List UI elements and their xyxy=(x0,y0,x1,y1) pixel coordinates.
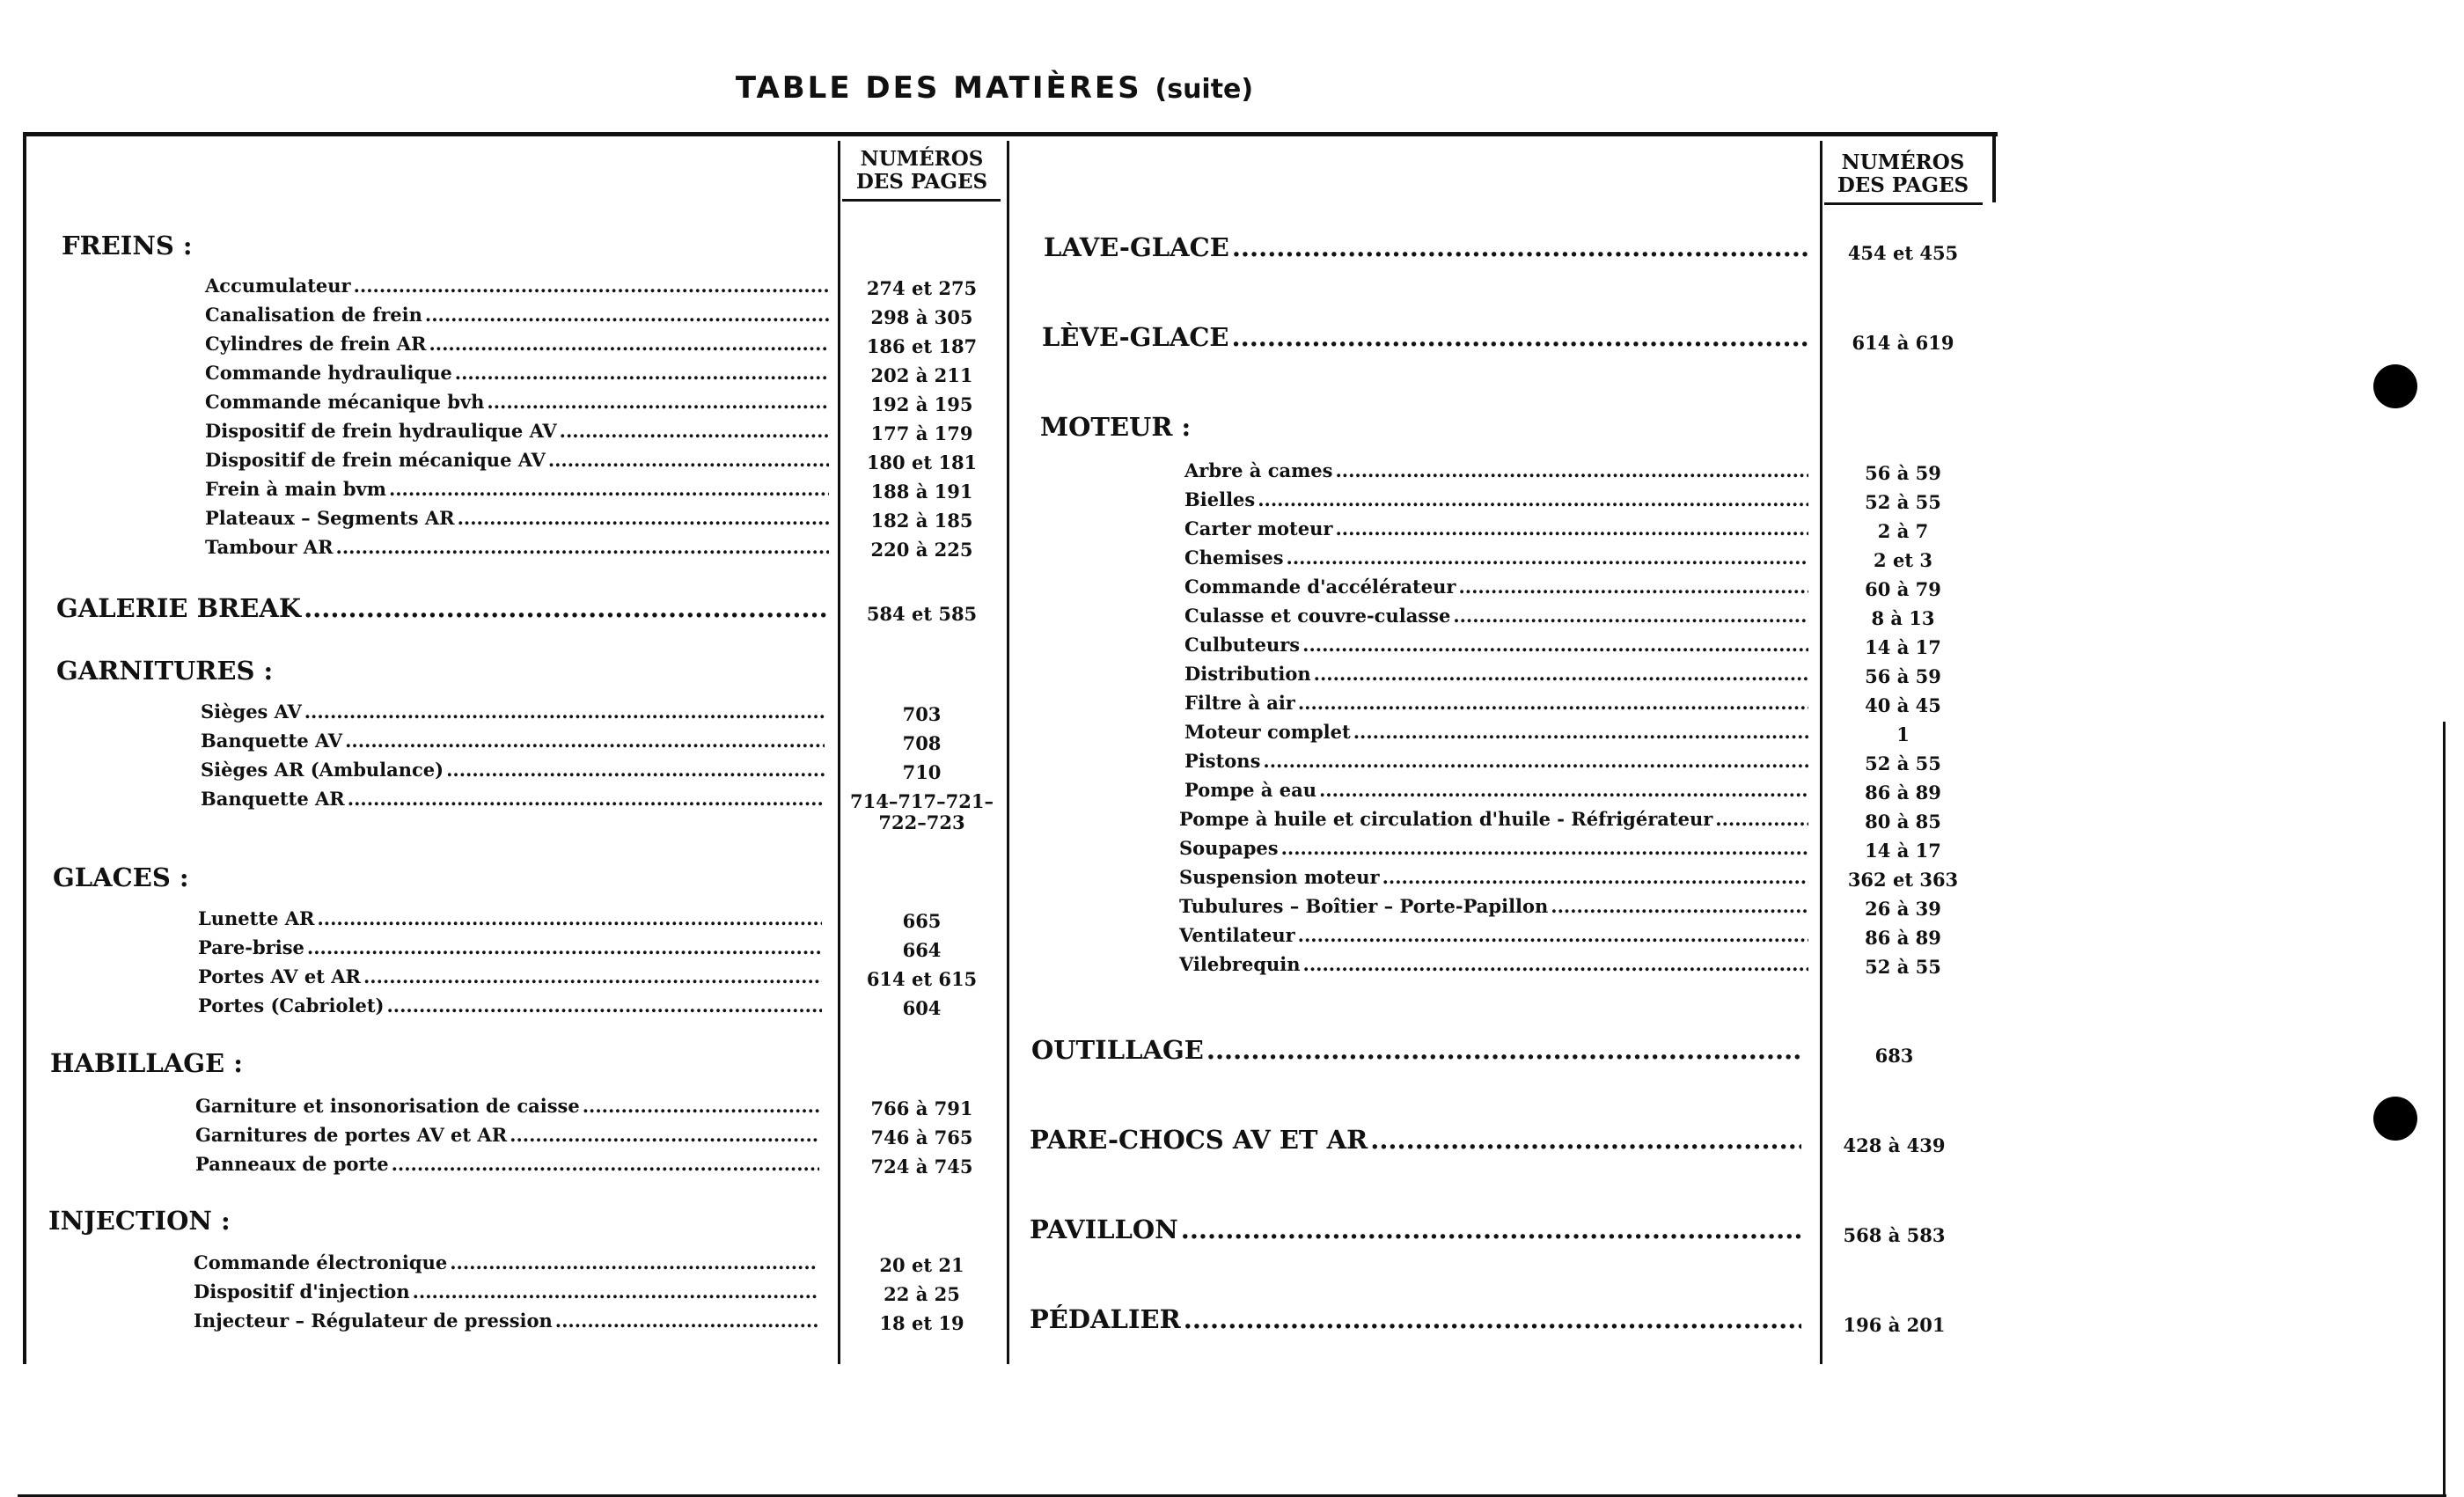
page-number: 2 à 7 xyxy=(1877,520,1929,542)
toc-entry xyxy=(1184,692,1811,714)
left-column-header xyxy=(840,148,1003,194)
column-header-line2: DES PAGES xyxy=(855,170,988,194)
entry-label: Cylindres de frein AR xyxy=(205,333,427,355)
entry-label: Pompe à eau xyxy=(1184,779,1316,801)
dot-leader xyxy=(304,593,829,623)
toc-entry xyxy=(1184,459,1811,481)
toc-entry-pedalier xyxy=(1030,1304,1804,1334)
page-number: 298 à 305 xyxy=(870,306,973,328)
page-number: 18 et 19 xyxy=(879,1312,964,1334)
toc-entry xyxy=(1179,866,1811,888)
dot-leader xyxy=(1319,779,1808,801)
dot-leader xyxy=(1258,488,1808,510)
dot-leader xyxy=(1263,750,1808,772)
dot-leader xyxy=(583,1095,819,1117)
dot-leader xyxy=(1370,1125,1801,1155)
toc-entry xyxy=(1184,517,1811,539)
dot-leader xyxy=(425,304,829,326)
dot-leader xyxy=(1336,459,1809,481)
toc-entry xyxy=(205,304,832,326)
entry-label: Culasse et couvre-culasse xyxy=(1184,605,1451,627)
toc-entry-outillage xyxy=(1031,1035,1804,1065)
toc-entry xyxy=(195,1153,822,1175)
entry-label: LÈVE-GLACE xyxy=(1042,322,1229,352)
entry-label: PAVILLON xyxy=(1030,1214,1178,1244)
page-title xyxy=(0,70,1989,106)
entry-label: Portes AV et AR xyxy=(198,965,361,987)
toc-entry-galerie-break xyxy=(56,593,832,623)
frame-right-border xyxy=(1992,132,1996,202)
entry-label: Distribution xyxy=(1184,663,1311,685)
page-number: 177 à 179 xyxy=(870,422,973,444)
left-header-underline xyxy=(842,199,1001,202)
dot-leader xyxy=(1303,953,1808,975)
page-number: 22 à 25 xyxy=(884,1283,960,1305)
dot-leader xyxy=(1458,576,1808,598)
toc-entry xyxy=(198,965,825,987)
page-number: 188 à 191 xyxy=(870,481,973,503)
page-number: 20 et 21 xyxy=(879,1254,964,1276)
entry-label: Accumulateur xyxy=(205,275,351,297)
dot-leader xyxy=(555,1310,818,1332)
dot-leader xyxy=(392,1153,819,1175)
page-number: 220 à 225 xyxy=(870,539,973,561)
page-number: 180 et 181 xyxy=(866,451,978,473)
dot-leader xyxy=(363,965,822,987)
dot-leader xyxy=(336,536,829,558)
entry-label: Plateaux – Segments AR xyxy=(205,507,455,529)
toc-entry-pavillon xyxy=(1030,1214,1804,1244)
page-number: 56 à 59 xyxy=(1865,665,1941,687)
toc-entry xyxy=(195,1124,822,1146)
toc-entry xyxy=(1184,488,1811,510)
dot-leader xyxy=(510,1124,819,1146)
dot-leader xyxy=(560,420,829,442)
page-number: 60 à 79 xyxy=(1865,578,1941,600)
toc-entry xyxy=(1184,605,1811,627)
toc-entry-lave-glace xyxy=(1044,232,1813,262)
page-number: 604 xyxy=(902,997,942,1019)
entry-label: PARE-CHOCS AV ET AR xyxy=(1030,1125,1368,1155)
page-number: 710 xyxy=(902,761,942,783)
page-number-line1: 714–717–721– xyxy=(849,790,994,812)
toc-entry xyxy=(1179,808,1811,830)
center-divider xyxy=(1007,141,1009,1364)
toc-entry xyxy=(198,936,825,958)
frame-left-border xyxy=(23,132,26,1364)
entry-label: Banquette AR xyxy=(201,788,345,810)
entry-label: PÉDALIER xyxy=(1030,1304,1181,1334)
dot-leader xyxy=(1453,605,1808,627)
page-number-line2: 722–723 xyxy=(878,811,965,833)
toc-entry-pare-chocs xyxy=(1030,1125,1804,1155)
entry-label: Pistons xyxy=(1184,750,1261,772)
dot-leader xyxy=(1298,924,1808,946)
toc-entry xyxy=(201,730,827,752)
dot-leader xyxy=(1335,517,1808,539)
dot-leader xyxy=(413,1281,818,1303)
entry-label: Commande hydraulique xyxy=(205,362,452,384)
title-suffix: (suite) xyxy=(1155,74,1254,105)
toc-entry xyxy=(1184,779,1811,801)
toc-entry xyxy=(195,1095,822,1117)
page-number: 196 à 201 xyxy=(1843,1314,1946,1336)
dot-leader xyxy=(450,1251,818,1273)
entry-label: Ventilateur xyxy=(1179,924,1295,946)
dot-leader xyxy=(307,936,822,958)
page-number: 766 à 791 xyxy=(870,1097,973,1119)
page-number: 362 et 363 xyxy=(1847,869,1959,891)
entry-label: Arbre à cames xyxy=(1184,459,1333,481)
toc-entry xyxy=(194,1310,820,1332)
page-number: 14 à 17 xyxy=(1865,636,1941,658)
entry-label: Commande électronique xyxy=(194,1251,448,1273)
section-heading-glaces: GLACES : xyxy=(53,862,189,892)
page-number: 614 à 619 xyxy=(1852,332,1954,354)
toc-entry xyxy=(205,507,832,529)
entry-label: Portes (Cabriolet) xyxy=(198,994,385,1016)
entry-label: OUTILLAGE xyxy=(1031,1035,1204,1065)
page-number: 192 à 195 xyxy=(870,393,973,415)
entry-label: Commande d'accélérateur xyxy=(1184,576,1456,598)
dot-leader xyxy=(386,994,822,1016)
section-heading-injection: INJECTION : xyxy=(48,1206,231,1236)
toc-entry xyxy=(205,275,832,297)
binder-hole-bottom xyxy=(2373,1097,2417,1141)
section-heading-garnitures: GARNITURES : xyxy=(56,656,274,686)
entry-label: Garnitures de portes AV et AR xyxy=(195,1124,508,1146)
entry-label: Pompe à huile et circulation d'huile - Réfrigérateur xyxy=(1179,808,1713,830)
dot-leader xyxy=(1302,634,1808,656)
toc-entry-leve-glace xyxy=(1042,322,1813,352)
toc-entry xyxy=(198,907,825,929)
page-number: 1 xyxy=(1896,723,1910,745)
toc-entry xyxy=(1179,924,1811,946)
entry-label: Soupapes xyxy=(1179,837,1279,859)
toc-entry xyxy=(205,420,832,442)
page-number: 454 et 455 xyxy=(1847,242,1959,264)
entry-label: Commande mécanique bvh xyxy=(205,391,485,413)
entry-label: Tambour AR xyxy=(205,536,334,558)
page-number: 683 xyxy=(1874,1045,1914,1067)
dot-leader xyxy=(348,788,825,810)
entry-label: Garniture et insonorisation de caisse xyxy=(195,1095,580,1117)
entry-label: Filtre à air xyxy=(1184,692,1295,714)
page-number: 56 à 59 xyxy=(1865,462,1941,484)
dot-leader xyxy=(1206,1035,1801,1065)
dot-leader xyxy=(354,275,829,297)
page-number: 708 xyxy=(902,732,942,754)
page-number: 52 à 55 xyxy=(1865,491,1941,513)
toc-entry xyxy=(198,994,825,1016)
entry-label: Carter moteur xyxy=(1184,517,1333,539)
entry-label: Sièges AV xyxy=(201,701,302,723)
entry-label: Lunette AR xyxy=(198,907,315,929)
entry-label: Injecteur – Régulateur de pression xyxy=(194,1310,553,1332)
entry-label: Bielles xyxy=(1184,488,1256,510)
page-number: 186 et 187 xyxy=(866,335,978,357)
dot-leader xyxy=(1232,322,1810,352)
page-number: 665 xyxy=(902,910,942,932)
toc-entry xyxy=(201,788,827,810)
page-number: 80 à 85 xyxy=(1865,811,1941,833)
section-heading-moteur: MOTEUR : xyxy=(1040,412,1192,442)
entry-label: Pare-brise xyxy=(198,936,304,958)
toc-entry xyxy=(201,759,827,781)
dot-leader xyxy=(389,478,829,500)
entry-label: Tubulures – Boîtier – Porte-Papillon xyxy=(1179,895,1549,917)
dot-leader xyxy=(548,449,829,471)
page-number: 2 et 3 xyxy=(1874,549,1932,571)
right-header-underline xyxy=(1824,202,1983,205)
dot-leader xyxy=(1184,1304,1801,1334)
page-number: 274 et 275 xyxy=(866,277,978,299)
dot-leader xyxy=(304,701,825,723)
entry-label: Dispositif de frein mécanique AV xyxy=(205,449,546,471)
toc-entry xyxy=(205,333,832,355)
dot-leader xyxy=(1281,837,1808,859)
toc-entry xyxy=(1184,721,1811,743)
entry-label: Dispositif de frein hydraulique AV xyxy=(205,420,557,442)
page-number: 202 à 211 xyxy=(870,364,973,386)
toc-entry xyxy=(205,478,832,500)
toc-entry xyxy=(1184,547,1811,569)
entry-label: Panneaux de porte xyxy=(195,1153,389,1175)
dot-leader xyxy=(1232,232,1810,262)
toc-entry xyxy=(1179,953,1811,975)
toc-entry xyxy=(1184,576,1811,598)
column-header-line2: DES PAGES xyxy=(1837,173,1969,197)
toc-entry xyxy=(194,1251,820,1273)
dot-leader xyxy=(429,333,830,355)
entry-label: Suspension moteur xyxy=(1179,866,1380,888)
right-page-column-divider xyxy=(1820,141,1822,1364)
dot-leader xyxy=(1181,1214,1801,1244)
entry-label: LAVE-GLACE xyxy=(1044,232,1229,262)
page-number: 52 à 55 xyxy=(1865,956,1941,978)
page-number: 703 xyxy=(902,703,942,725)
dot-leader xyxy=(1353,721,1808,743)
title-text: TABLE DES MATIÈRES xyxy=(735,70,1142,106)
dot-leader xyxy=(455,362,829,384)
toc-entry xyxy=(194,1281,820,1303)
entry-label: GALERIE BREAK xyxy=(56,593,302,623)
entry-label: Vilebrequin xyxy=(1179,953,1301,975)
page-number: 614 et 615 xyxy=(866,968,978,990)
toc-entry xyxy=(1184,634,1811,656)
entry-label: Canalisation de frein xyxy=(205,304,422,326)
right-column-header xyxy=(1822,151,1984,197)
dot-leader xyxy=(1551,895,1808,917)
dot-leader xyxy=(458,507,829,529)
section-heading-freins: FREINS : xyxy=(62,231,193,261)
entry-label: Moteur complet xyxy=(1184,721,1351,743)
page-number: 8 à 13 xyxy=(1871,607,1935,629)
entry-label: Culbuteurs xyxy=(1184,634,1301,656)
binder-hole-top xyxy=(2373,364,2417,408)
dot-leader xyxy=(1287,547,1808,569)
page-number: 182 à 185 xyxy=(870,510,973,532)
frame-top-border xyxy=(26,132,1998,136)
page-number: 86 à 89 xyxy=(1865,927,1941,949)
entry-label: Banquette AV xyxy=(201,730,343,752)
toc-entry xyxy=(1179,895,1811,917)
toc-entry xyxy=(205,536,832,558)
toc-entry xyxy=(205,391,832,413)
dot-leader xyxy=(1382,866,1808,888)
page-number: 14 à 17 xyxy=(1865,840,1941,862)
entry-label: Dispositif d'injection xyxy=(194,1281,410,1303)
dot-leader xyxy=(1298,692,1808,714)
page-number: 52 à 55 xyxy=(1865,752,1941,774)
page-number: 428 à 439 xyxy=(1843,1134,1946,1156)
dot-leader xyxy=(1314,663,1808,685)
frame-outer-right-border xyxy=(2443,722,2446,1496)
section-heading-habillage: HABILLAGE : xyxy=(50,1048,243,1078)
dot-leader xyxy=(446,759,825,781)
toc-entry xyxy=(201,701,827,723)
page-number: 664 xyxy=(902,939,942,961)
page-number: 86 à 89 xyxy=(1865,782,1941,804)
page-number: 40 à 45 xyxy=(1865,694,1941,716)
dot-leader xyxy=(345,730,825,752)
page-number: 724 à 745 xyxy=(870,1156,973,1178)
dot-leader xyxy=(1715,808,1808,830)
toc-entry xyxy=(205,449,832,471)
toc-entry xyxy=(1179,837,1811,859)
entry-label: Chemises xyxy=(1184,547,1284,569)
entry-label: Frein à main bvm xyxy=(205,478,386,500)
toc-entry xyxy=(1184,663,1811,685)
entry-label: Sièges AR (Ambulance) xyxy=(201,759,444,781)
toc-entry xyxy=(205,362,832,384)
page-number: 26 à 39 xyxy=(1865,898,1941,920)
dot-leader xyxy=(317,907,822,929)
dot-leader xyxy=(487,391,829,413)
page-number: 746 à 765 xyxy=(870,1126,973,1148)
page-number xyxy=(840,791,1003,833)
toc-entry xyxy=(1184,750,1811,772)
page-number: 568 à 583 xyxy=(1843,1224,1946,1246)
column-header-line1: NUMÉROS xyxy=(860,147,984,171)
column-header-line1: NUMÉROS xyxy=(1841,150,1965,174)
page-number: 584 et 585 xyxy=(866,603,978,625)
